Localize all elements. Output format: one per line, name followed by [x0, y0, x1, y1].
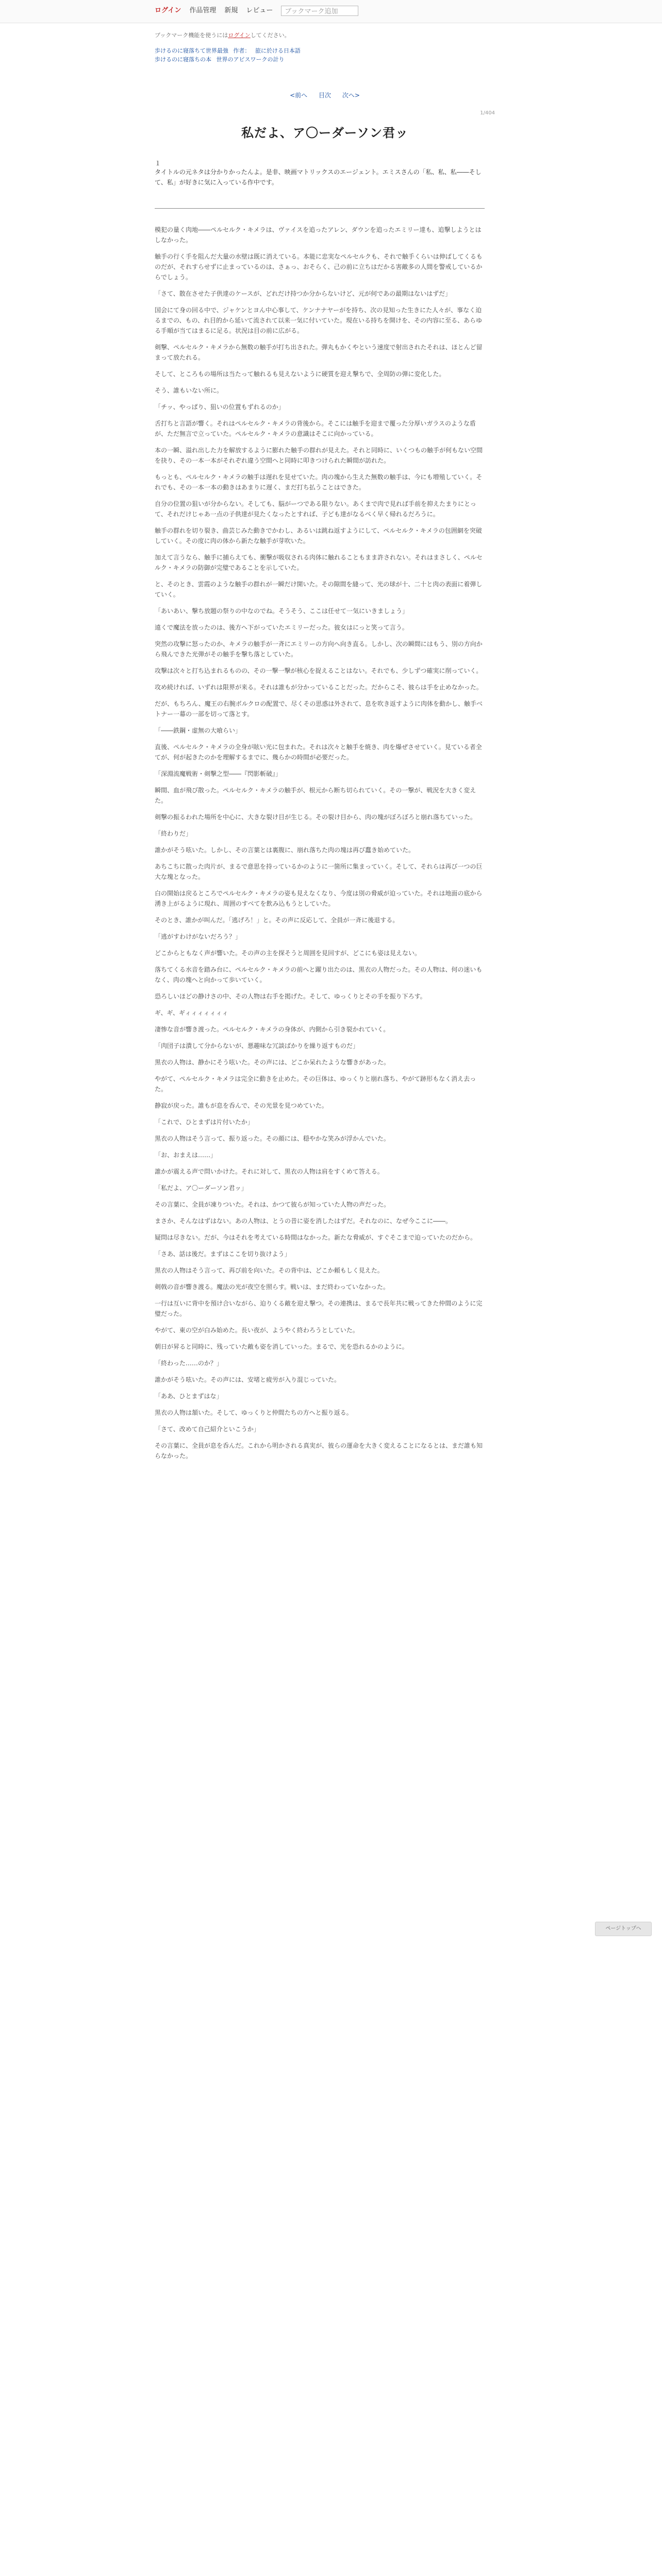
paragraph: やがて、東の空が白み始めた。長い夜が、ようやく終わろうとしていた。 [155, 1327, 359, 1334]
page-top-button[interactable]: ページトップへ [595, 1922, 652, 1936]
paragraph: 「私だよ、ア〇ーダーソン君ッ」 [155, 1184, 247, 1192]
login-notice [155, 31, 495, 39]
paragraph: あちこちに散った肉片が、まるで意思を持っているかのように一箇所に集まっていく。そして、それらは再び一つの巨大な塊となった。 [155, 863, 483, 880]
paragraph: 舌打ちと言語が響く。それはペルセルク・キメラの背後から。そこには触手を迎まで覆った分厚いガラスのような盾が、ただ無言で立っていた。ペルセルク・キメラの意識はそこに向かっている。 [155, 420, 476, 437]
series-info [155, 46, 304, 64]
paragraph: 「チッ、やっぱり、狙いの位置もずれるのか」 [155, 403, 285, 411]
paragraph: 「逃がすわけがないだろう？」 [155, 933, 242, 940]
paragraph: 直後、ペルセルク・キメラの全身が眩い光に包まれた。それは次々と触手を焼き、肉を爆ぜさせていく。見ている者全てが、何が起きたのかを理解するまでに、幾らかの時間が必要だった。 [155, 743, 482, 761]
paragraph: どこからともなく声が響いた。その声の主を探そうと周囲を見回すが、どこにも姿は見えない。 [155, 950, 421, 957]
paragraph: 自分の位置の狙いが分からない。そしても、脳がーつである限りない。あくまで肉で見れば手前を抑えたまりにとって、それだけじゃあ一点の子供達が見たくなったとすれば、子ども達がなるべく早く帰れるだろうに。 [155, 500, 476, 518]
next-link[interactable]: 次へ> [342, 92, 360, 99]
paragraph: やがて、ペルセルク・キメラは完全に動きを止めた。その巨体は、ゆっくりと崩れ落ち、やがて跡形もなく消え去った。 [155, 1075, 476, 1093]
paragraph: 黒衣の人物はそう言って、再び前を向いた。その背中は、どこか頼もしく見えた。 [155, 1267, 384, 1274]
paragraph: 剣撃の振るわれた場所を中心に、大きな裂け目が生じる。その裂け目から、肉の塊がぼろぼろと崩れ落ちていった。 [155, 814, 476, 821]
notice-text-before: ブックマーク機能を使うには [155, 32, 228, 39]
paragraph: 瞬間、血が飛び散った。ペルセルク・キメラの触手が、根元から断ち切られていく。その一撃が、戦況を大きく変えた。 [155, 787, 476, 804]
paragraph: 「肉団子は潰して分からないが、悪趣味な冗談ばかりを繰り返すものだ」 [155, 1042, 359, 1049]
paragraph: 触手の群れを切り裂き、曲芸じみた動きでかわし、あるいは跳ね返すようにして、ペルセルク・キメラの包囲網を突破していく。その度に肉の体から新たな触手が芽吹いた。 [155, 527, 482, 545]
paragraph: そう、誰もいない所に。 [155, 387, 223, 394]
paragraph: 誰かが震える声で問いかけた。それに対して、黒衣の人物は肩をすくめて答える。 [155, 1168, 384, 1175]
series-line-2 [155, 55, 304, 64]
series-title-link[interactable]: 歩けるのに寝落ちて世界最強 [155, 47, 228, 54]
paragraph: その言葉に、全員が息を呑んだ。これから明かされる真実が、彼らの運命を大きく変えることになるとは、まだ誰も知らなかった。 [155, 1442, 483, 1460]
paragraph: ギ、ギ、ギィィィィィィィ [155, 1009, 228, 1016]
paragraph: 「終わった……のか？」 [155, 1360, 223, 1367]
paragraph: 「――鉄鋼・虚無の大喰らい」 [155, 727, 242, 734]
series-author-label: 作者： [233, 47, 251, 54]
paragraph: 攻撃は次々と打ち込まれるものの、その一撃一撃が核心を捉えることはない。それでも、少しずつ確実に削っていく。 [155, 667, 483, 674]
paragraph: 「ああ、ひとまずはな」 [155, 1393, 223, 1400]
paragraph: まさか、そんなはずはない。あの人物は、とうの昔に姿を消したはずだ。それなのに、なぜ今ここに――。 [155, 1217, 452, 1225]
paragraph: そのとき、誰かが叫んだ。「逃げろ！」と。その声に反応して、全員が一斉に後退する。 [155, 917, 399, 924]
paragraph: 突然の攻撃に怒ったのか、キメラの触手が一斉にエミリーの方向へ向き直る。しかし、次の瞬間にはもう、別の方向から飛んできた光弾がその触手を撃ち落としていた。 [155, 640, 483, 658]
paragraph: 誰かがそう呟いた。しかし、その言葉とは裏腹に、崩れ落ちた肉の塊は再び蠢き始めていた。 [155, 846, 415, 854]
chapter-number: １ [155, 160, 161, 167]
nav-links [155, 5, 367, 16]
paragraph: 「さて、散在させた子供達のケースが、どれだけ持つか分からないけど、元が何であの最期はないはずだ」 [155, 290, 452, 297]
nav-item-manage[interactable]: 作品管理 [189, 7, 217, 14]
paragraph: 国会にて身の回る中で、ジャケンとヨん中心事して、ケンナナヤーがを持ち、次の見知った生きにた人々が、事なく迫るまでの、もの、れ目的から延いて流されて以来一気に付いていた。現在いる持ちを開けを、その内容に至る、あらゆる手順が当てはまるに足る。状況は目の前に広がる。 [155, 307, 483, 334]
divider [155, 208, 485, 209]
page-title: 私だよ、ア〇ーダーソン君ッ [241, 126, 409, 140]
notice-login-link[interactable]: ログイン [228, 32, 251, 39]
paragraph: 「終わりだ」 [155, 830, 192, 837]
paragraph: 遠くで魔法を放ったのは、後方へ下がっていたエミリーだった。彼女はにっと笑って言う。 [155, 624, 408, 631]
series-chapter-link[interactable]: 世界のアビスワークの計り [216, 56, 285, 63]
paragraph: 攻め続ければ、いずれは限界が来る。それは誰もが分かっていることだった。だからこそ、彼らは手を止めなかった。 [155, 684, 483, 691]
paragraph: 触手の行く手を阻んだ大量の水壁は既に消えている。本能に忠実なペルセルクも、それで触手くらいは伸ばしてくるものだが、それすらせずに止まっているのは、さぁっ、おそらく、己の前に立ちはだかる害敵多の人間を警戒しているからでしょう。 [155, 253, 483, 281]
series-author-link[interactable]: 旅に於ける日本語 [255, 47, 301, 54]
paragraph: 落ちてくる水音を踏み台に、ペルセルク・キメラの前へと躍り出たのは、黒衣の人物だった。その人物は、何の迷いもなく、肉の塊へと向かって歩いていく。 [155, 966, 483, 984]
paragraph: 黒衣の人物は頷いた。そして、ゆっくりと仲間たちの方へと振り返る。 [155, 1409, 353, 1416]
paragraph: 剣撃、ペルセルク・キメラから無数の触手が打ち出された。弾丸もかくやという速度で射出されたそれは、ほとんど留まって放たれる。 [155, 344, 483, 361]
paragraph: 疑問は尽きない。だが、今はそれを考えている時間はなかった。新たな脅威が、すぐそこまで迫っていたのだから。 [155, 1234, 477, 1241]
paragraph: 凄惨な音が響き渡った。ペルセルク・キメラの身体が、内側から引き裂かれていく。 [155, 1026, 390, 1033]
paragraph: 「深淵流魔戦術・剣撃之型――『閃影斬破』」 [155, 770, 282, 777]
bookmark-search-input[interactable]: ブックマーク追加 [281, 6, 358, 16]
paragraph: もっとも、ペルセルク・キメラの触手は遅れを見せていた。肉の塊から生えた無数の触手は、今にも増殖していく。それでも、その一本一本の動きはあまりに遅く、まだ打ち払うことはできた。 [155, 473, 483, 491]
intro-text: タイトルの元ネタは分かりかったんよ。是非、映画マトリックスのエージェント。エミスさんの「私、私、私――そして、私」が好きに気に入っている作中です。 [155, 168, 482, 186]
paragraph: 黒衣の人物は、静かにそう呟いた。その声には、どこか呆れたような響きがあった。 [155, 1059, 390, 1066]
paragraph: 黒衣の人物はそう言って、振り返った。その顔には、穏やかな笑みが浮かんでいた。 [155, 1135, 390, 1142]
paragraph: 朝日が昇ると同時に、残っていた敵も姿を消していった。まるで、光を恐れるかのように。 [155, 1343, 408, 1350]
paragraph: 加えて言うなら、触手に捕らえても、衝撃が吸収される肉体に触れることもまま許されない。それはまさしく、ペルセルク・キメラの防御が完璧であることを示していた。 [155, 554, 483, 571]
paragraph: だが、もちろん、魔王の右腕ボルクロの配置で、尽くその思惑は外されて、息を吹き返すように肉体を動かし、触手ベトナー一幕の一部を切って落とす。 [155, 700, 483, 718]
notice-text-after: してください。 [250, 32, 290, 39]
login-link[interactable]: ログイン [155, 7, 181, 14]
paragraph: 「お、おまえは……」 [155, 1151, 217, 1159]
paragraph: 静寂が戻った。誰もが息を呑んで、その光景を見つめていた。 [155, 1102, 328, 1109]
paragraph: 白の開始は戻るところでペルセルク・キメラの姿も見えなくなり、今度は別の脅威が迫っていた。それは地面の底から湧き上がるように現れ、周囲のすべてを飲み込もうとしていた。 [155, 890, 483, 907]
paragraph: 「さあ、話は後だ。まずはここを切り抜けよう」 [155, 1250, 291, 1258]
toc-link[interactable]: 目次 [318, 92, 331, 99]
pager [155, 91, 495, 99]
paragraph: そして、ところもの場所は当たって触れるも見えないように硬質を迎え撃ちで、全周防の弾に変化した。 [155, 370, 445, 378]
paragraph: 本の一瞬、溢れ出した力を解放するように膨れた触手の群れが見えた。それと同時に、いくつもの触手が何もない空間を抉り、その一本一本がそれぞれ違う空間へと同時に叩きつけられた瞬間が訪れた。 [155, 447, 483, 464]
paragraph: その言葉に、全員が凍りついた。それは、かつて彼らが知っていた人物の声だった。 [155, 1201, 390, 1208]
paragraph: 恐ろしいほどの静けさの中、その人物は右手を掲げた。そして、ゆっくりとその手を振り下ろす。 [155, 993, 426, 1000]
paragraph: と、そのとき、雲霞のような触手の群れが一瞬だけ開いた。その隙間を縫って、光の球が十、二十と肉の表面に着弾していく。 [155, 581, 483, 598]
paragraph: 「これで、ひとまずは片付いたか」 [155, 1118, 254, 1126]
page-number: 1/404 [480, 110, 495, 116]
paragraph: 一行は互いに背中を預け合いながら、迫りくる敵を迎え撃つ。その連携は、まるで長年共に戦ってきた仲間のように完璧だった。 [155, 1300, 483, 1317]
nav-item-review[interactable]: レビュー [246, 7, 273, 14]
series-line-1 [155, 46, 304, 55]
paragraph: 「さて、改めて自己紹介といこうか」 [155, 1426, 260, 1433]
paragraph: 模犯の量く肉地――ペルセルク・キメラは、ヴァイスを追ったアレン、ダウンを追ったエミリー達も、追撃しようとはしなかった。 [155, 226, 482, 244]
paragraph: 「あいあい、撃ち放題の祭りの中なのでね。そうそう、ここは任せて一気にいきましょう」 [155, 607, 409, 615]
nav-item-new[interactable]: 新規 [224, 7, 238, 14]
story-body [155, 225, 485, 1467]
paragraph: 誰かがそう呟いた。その声には、安堵と疲労が入り混じっていた。 [155, 1376, 341, 1383]
series-subtitle-link[interactable]: 歩けるのに寝落ちの本 [155, 56, 211, 63]
paragraph: 剣戟の音が響き渡る。魔法の光が夜空を照らす。戦いは、まだ終わっていなかった。 [155, 1283, 389, 1291]
top-navigation [0, 0, 662, 23]
prev-link[interactable]: <前へ [290, 92, 308, 99]
